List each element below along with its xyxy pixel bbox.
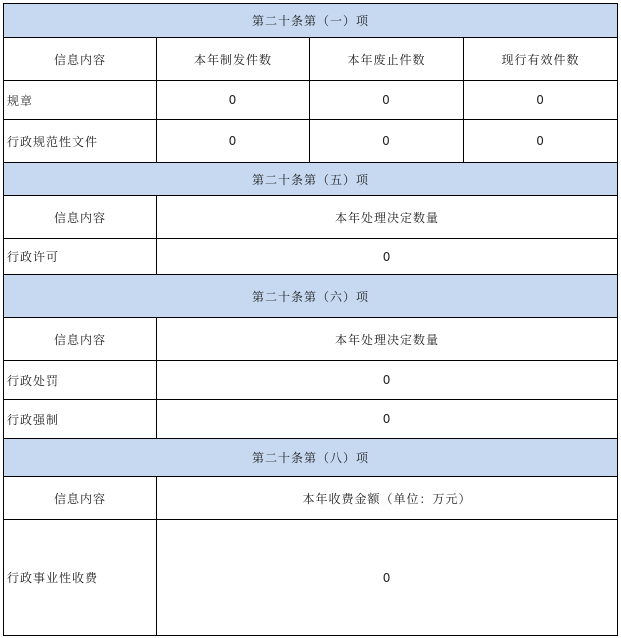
table-row [4,81,618,120]
table-row [4,361,618,400]
table-row [4,239,618,275]
row-label-admin-enforcement: 行政强制 [4,400,157,439]
section-title-5: 第二十条第（五）项 [4,163,618,196]
header-issued-count: 本年制发件数 [157,38,310,81]
row-label-admin-license: 行政许可 [4,239,157,275]
header-abolished-count: 本年废止件数 [310,38,464,81]
header-fee-amount: 本年收费金额（单位：万元） [157,477,618,520]
cell-value: 0 [464,81,618,120]
header-info-content: 信息内容 [4,318,157,361]
cell-value: 0 [310,120,464,163]
table-row [4,120,618,163]
header-info-content: 信息内容 [4,196,157,239]
cell-value: 0 [157,239,618,275]
section-title-1: 第二十条第（一）项 [4,4,618,38]
cell-value: 0 [464,120,618,163]
cell-value: 0 [157,120,310,163]
table-row [4,400,618,439]
section-header-row [4,439,618,477]
column-header-row [4,38,618,81]
column-header-row [4,477,618,520]
header-decision-count: 本年处理决定数量 [157,318,618,361]
cell-value: 0 [310,81,464,120]
table-row [4,520,618,636]
column-header-row [4,318,618,361]
cell-value: 0 [157,400,618,439]
column-header-row [4,196,618,239]
disclosure-table [3,3,618,636]
header-valid-count: 现行有效件数 [464,38,618,81]
row-label-admin-fees: 行政事业性收费 [4,520,157,636]
row-label-rules: 规章 [4,81,157,120]
cell-value: 0 [157,520,618,636]
header-decision-count: 本年处理决定数量 [157,196,618,239]
header-info-content: 信息内容 [4,38,157,81]
cell-value: 0 [157,81,310,120]
row-label-normative-docs: 行政规范性文件 [4,120,157,163]
section-title-8: 第二十条第（八）项 [4,439,618,477]
header-info-content: 信息内容 [4,477,157,520]
section-header-row [4,275,618,318]
row-label-admin-penalty: 行政处罚 [4,361,157,400]
section-title-6: 第二十条第（六）项 [4,275,618,318]
cell-value: 0 [157,361,618,400]
section-header-row [4,163,618,196]
section-header-row [4,4,618,38]
